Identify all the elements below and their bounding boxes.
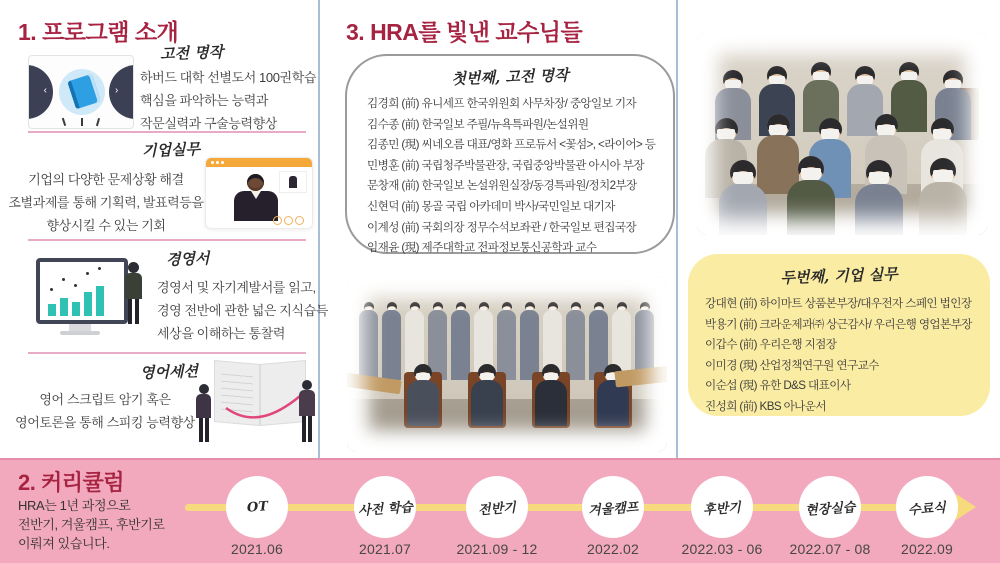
business-box-header: 두번째, 기업 실무: [780, 264, 898, 288]
timeline-date: 2021.09 - 12: [456, 541, 538, 557]
block-divider: [28, 131, 306, 133]
timeline-item-fieldwork: [775, 476, 885, 557]
call-button-icon: [273, 216, 282, 225]
management-block-label: 경영서: [165, 249, 210, 269]
text-line: 하버드 대학 선별도서 100권학습: [140, 70, 317, 85]
timeline-date: 2022.07 - 08: [789, 541, 871, 557]
professor-name: 이미경 (現) 산업정책연구원 연구교수: [705, 358, 879, 372]
timeline-date: 2021.07: [358, 541, 411, 557]
timeline-item-completion: [872, 476, 982, 557]
timeline-label: 전반기: [477, 500, 517, 518]
timeline-node: [896, 476, 958, 538]
timeline-node: [226, 476, 288, 538]
call-button-icon: [295, 216, 304, 225]
prev-arrow-icon: ‹: [28, 65, 53, 119]
text-line: 영어 스크립트 암기 혹은: [39, 392, 171, 407]
timeline-date: 2022.02: [586, 541, 639, 557]
video-call-illustration: [205, 157, 313, 229]
next-arrow-icon: ›: [109, 65, 134, 119]
business-professors-list: [705, 294, 990, 418]
professor-name: 김경희 (前) 유니세프 한국위원회 사무차장/ 중앙일보 기자: [367, 97, 637, 110]
classic-block-text: [140, 66, 316, 135]
open-book-illustration: [196, 356, 316, 446]
grass-stroke: [62, 118, 66, 126]
text-line: 세상을 이해하는 통찰력: [157, 326, 286, 341]
text-line: 향상시킬 수 있는 기회: [46, 218, 166, 233]
text-line: 작문실력과 구술능력향상: [140, 116, 277, 131]
professor-name: 김수종 (前) 한국일보 주필/뉴욕특파원/논설위원: [367, 117, 589, 131]
professor-name: 문창재 (前) 한국일보 논설위원실장/동경특파원/정치2부장: [367, 179, 637, 193]
book-slide-illustration: [28, 55, 134, 129]
curriculum-section-title: 2. 커리큘럼: [18, 470, 124, 495]
timeline-label: 겨울캠프: [587, 499, 639, 519]
classic-block-label: 고전 명작: [159, 42, 224, 64]
formal-group-photo: [347, 276, 667, 452]
management-block-text: [157, 276, 328, 345]
text-line: 전반기, 겨울캠프, 후반기로: [18, 517, 165, 532]
text-line: 경영 전반에 관한 넓은 지식습득: [157, 303, 328, 318]
timeline-item-secondhalf: [667, 476, 777, 557]
chart-monitor-illustration: [36, 258, 128, 324]
program-section-title: 1. 프로그램 소개: [18, 19, 179, 45]
timeline-label: 후반기: [702, 500, 742, 518]
text-line: 기업의 다양한 문제상황 해결: [28, 172, 184, 187]
classic-box-header: 첫번째, 고전 명작: [451, 65, 569, 89]
english-block-text: [5, 388, 205, 434]
timeline-node: [691, 476, 753, 538]
reader-person-illustration: [298, 380, 316, 444]
timeline-date: 2022.09: [900, 541, 953, 557]
book-icon: [59, 69, 105, 115]
vsign-group-photo: [697, 32, 987, 235]
text-line: HRA는 1년 과정으로: [18, 498, 131, 513]
professor-name: 박용기 (前) 크라운제과㈜ 상근감사/ 우리은행 영업본부장: [705, 317, 972, 331]
business-block-label: 기업실무: [141, 139, 201, 161]
professor-name: 이갑수 (前) 우리은행 지점장: [705, 338, 837, 352]
speaker-avatar: [247, 174, 264, 191]
professor-name: 임재윤 (現) 제주대학교 전파정보통신공학과 교수: [367, 241, 597, 255]
professor-name: 진성희 (前) KBS 아나운서: [705, 399, 826, 413]
english-block-label: 영어세션: [139, 361, 199, 383]
text-line: 핵심을 파악하는 능력과: [140, 93, 269, 108]
timeline-label: OT: [246, 498, 268, 516]
block-divider: [28, 239, 306, 241]
curriculum-band: [0, 458, 1000, 563]
column-divider-right: [676, 0, 678, 458]
timeline-date: 2022.03 - 06: [681, 541, 763, 557]
timeline-node: [466, 476, 528, 538]
business-block-text: [8, 168, 204, 237]
participant-thumbnail: [279, 171, 307, 193]
professor-name: 민병훈 (前) 국립청주박물관장, 국립중앙박물관 아시아 부장: [367, 158, 645, 172]
text-line: 경영서 및 자기계발서를 읽고,: [157, 280, 316, 295]
professors-section-title: 3. HRA를 빛낸 교수님들: [346, 19, 583, 45]
text-line: 영어토론을 통해 스피킹 능력향상: [15, 415, 195, 430]
grass-stroke: [96, 118, 100, 126]
timeline-label: 현장실습: [804, 499, 856, 519]
timeline-label: 수료식: [907, 500, 947, 518]
standing-person-illustration: [124, 262, 144, 326]
timeline-date: 2021.06: [230, 541, 283, 557]
curriculum-description: [18, 496, 165, 553]
timeline-item-prestudy: [330, 476, 440, 557]
professor-name: 김종민 (現) 씨네오름 대표/영화 프로듀서 <꽃섬>, <라이어> 등: [367, 138, 656, 152]
grass-stroke: [81, 118, 83, 126]
column-divider-left: [318, 0, 320, 458]
professor-name: 이계성 (前) 국회의장 정무수석보좌관 / 한국일보 편집국장: [367, 220, 637, 234]
classic-professors-list: [367, 94, 673, 259]
speaker-body: [234, 191, 278, 221]
timeline-label: 사전 학습: [357, 499, 413, 519]
text-line: 조별과제를 통해 기획력, 발표력등을: [8, 195, 204, 210]
timeline-item-ot: [202, 476, 312, 557]
timeline-node: [354, 476, 416, 538]
timeline-item-firsthalf: [442, 476, 552, 557]
text-line: 이뤄져 있습니다.: [18, 536, 110, 551]
professor-name: 이순섭 (現) 유한 D&S 대표이사: [705, 379, 851, 393]
classic-professors-box: [345, 54, 675, 254]
professor-name: 신현덕 (前) 몽골 국립 아카데미 박사/국민일보 대기자: [367, 199, 615, 213]
call-button-icon: [284, 216, 293, 225]
timeline-node: [799, 476, 861, 538]
block-divider: [28, 352, 306, 354]
professor-name: 강대현 (前) 하이마트 상품본부장/대우전자 스페인 법인장: [705, 297, 972, 310]
reader-person-illustration: [196, 384, 212, 444]
timeline-item-wintercamp: [558, 476, 668, 557]
timeline-node: [582, 476, 644, 538]
business-professors-box: [688, 254, 990, 416]
